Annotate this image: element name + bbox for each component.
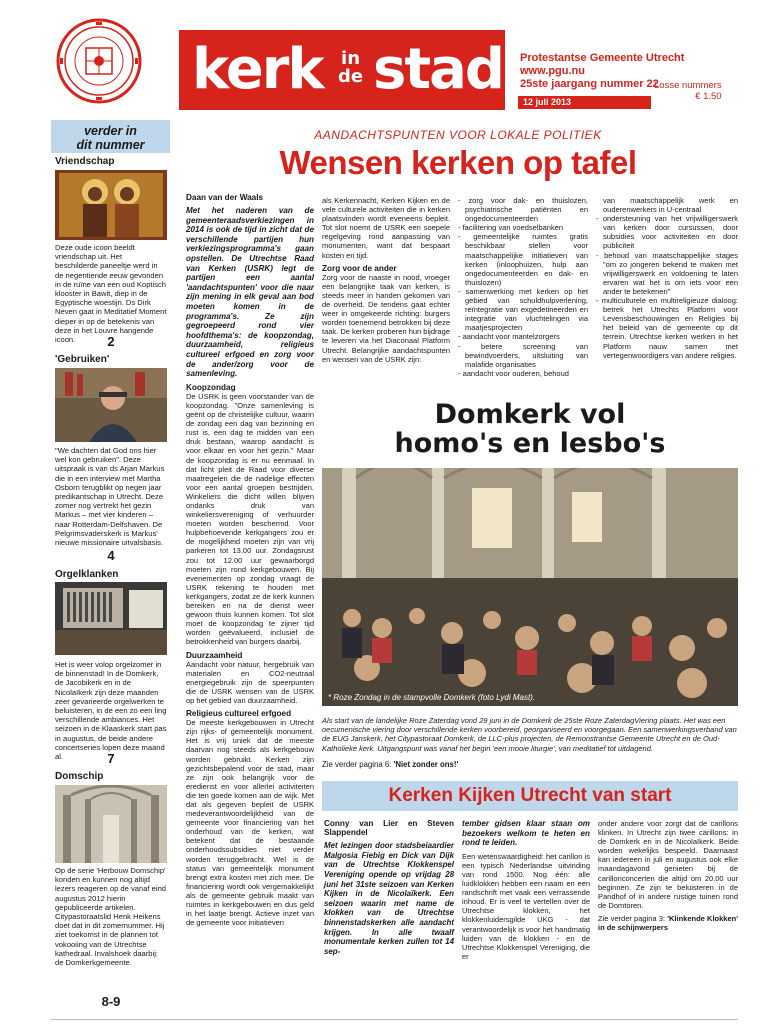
- publisher: Protestantse Gemeente Utrecht: [520, 52, 685, 64]
- ref-link[interactable]: 'Niet zonder ons!': [393, 760, 459, 769]
- page-bottom-rule: [51, 1019, 738, 1020]
- article-column-1: [186, 193, 314, 1013]
- masthead-de: de: [338, 66, 364, 87]
- sidebar-item-title[interactable]: Orgelklanken: [55, 569, 119, 580]
- list-item: - zorg voor dak- en thuislozen, psychiatrische patiënten en ongedocumenteerden: [458, 196, 588, 223]
- sidebar-item-title[interactable]: 'Gebruiken': [55, 354, 110, 365]
- kk-continue-ref: [598, 914, 738, 932]
- kk-column-1: [324, 819, 454, 1015]
- price-value: € 1.50: [695, 91, 722, 102]
- section-text: Een wetenswaardigheid: het carillon is een typisch Nederlandse uitvinding van rond 1500. Nog één: alle luidklokken hebben een naam en een randschrift met vaak een verrassende inhoud. Er is veel te vertellen over de Utrechtse klokken, het klokkenluidersgilde UKG - dat verantwoordelijk is voor het handmatig luiden van de klokken - en de Utrechtse Klokkenspel Vereniging, die er: [462, 851, 590, 961]
- kerkenkijken-headline[interactable]: Kerken Kijken Utrecht van start: [388, 785, 672, 806]
- list-item: - behoud van maatschappelijke stages "om zo jongeren bekend te maken met vrijwilligerswerk en voldoening te laten ervaren wat het is om iets voor een ander te betekenen": [596, 251, 738, 296]
- headline-line: Domkerk vol: [434, 399, 626, 430]
- icon-image: [55, 170, 167, 240]
- section-heading: Duurzaamheid: [186, 650, 243, 660]
- sidebar-header-line2: dit nummer: [76, 138, 145, 152]
- section-text: De meeste kerkgebouwen in Utrecht zijn rijks- of gemeentelijk monument. Het is vrij uniek dat de meeste daarvan nog steeds als kerkgebouw worden gebruikt. Kerken zijn gezichtsbepalend voor de stad, maar ze zijn ook belangrijk voor de eredienst en voor allerlei activiteiten die ten goede komen aan de wijk. Met dat als gegeven bepleit de USRK medeverantwoordelijkheid van de gemeente voor financiering van het onderhoud van de kerken, wat betekent dat de bestaande onderhoudssubsidies niet verder worden teruggebracht. Wel is de status van gemeentelijk monument brengt extra kosten met zich mee. De financiering wordt ook vergemakkelijkt als de gemeente gebruik maakt van ruimtes in kerkgebouwen en dus geld in het laatje brengt. Actieve inzet van de gemeente voor initiatieven: [186, 718, 314, 928]
- article-column-2: [322, 196, 450, 396]
- ref-prefix: Zie verder pagina 6:: [322, 760, 394, 769]
- section-heading: Religieus cultureel erfgoed: [186, 709, 292, 719]
- masthead: [0, 0, 770, 113]
- article-lead: tember gidsen klaar staan om bezoekers welkom te heten en rond te leiden.: [462, 819, 590, 848]
- section-text: De USRK is geen voorstander van de koopzondag. "Onze samenleving is geënt op de christelijke cultuur, waarin de zondag een dag van bezinning en rust is, een dag te midden van een druk bestaan, waarop aandacht is voor elkaar en voor het gezin." Maar de koopzondag is er nu eenmaal. In dat licht pleit de Raad voor diverse maatregelen die de nadelige effecten voor een aantal groepen bestrijden. Winkeliers die dicht willen blijven ondanks druk van winkeliersvereniging of verhuurder moeten worden beschermd. Voor hulpbehoevende kerkgangers zou er de mogelijkheid moeten zijn van vrij parkeren tot 13.00 uur. Zondagsrust zou tot 12.00 uur gewaarborgd moeten zijn rond kerkgebouwen. Bij evenementen op zondag vraagt de USRK rekening te houden met kerkgangers, zodat ze de kerk kunnen bereiken en na de dienst weer gewoon thuis kunnen komen. Tot slot moet de koopzondag te zijner tijd worden geëvalueerd, inclusief de betrokkenheid van burgers daarbij.: [186, 391, 314, 647]
- list-item: - aandacht voor mantelzorgers: [458, 332, 588, 341]
- organ-photo: [55, 582, 167, 655]
- article-byline: Daan van der Waals: [186, 193, 264, 202]
- price-label: Losse nummers: [654, 80, 722, 91]
- website-link[interactable]: www.pgu.nu: [520, 65, 585, 77]
- wishes-list: [596, 214, 738, 360]
- list-item: - ondersteuning van het vrijwilligerswerk van kerken door cursussen, door subsidies voor activiteiten en door publiciteit: [596, 214, 738, 250]
- sidebar-header: [51, 120, 170, 153]
- article-lead: Met lezingen door stadsbeiaardier Malgosia Fiebig en Dick van Dijk van de Utrechtse Klokkenspel Vereniging opende op vrijdag 28 juni het 31ste seizoen van Kerken Kijken in de Nicolaïkerk. Een seizoen waarin met name de klokken van de Utrechtse binnenstadskerken alle aandacht krijgen. In alle twaalf monumentale kerken zullen tot 14 sep-: [324, 841, 454, 956]
- masthead-title-kerk: kerk: [192, 37, 323, 102]
- domkerk-headline[interactable]: [322, 400, 738, 458]
- sidebar-item-page[interactable]: 4: [107, 548, 115, 563]
- seal-logo-icon: [56, 18, 142, 104]
- sidebar-item-text: Deze oude icoon beeldt vriendschap uit. Het beschilderde paneeltje werd in de negentiende eeuw gevonden in de ruïne van een oud Koptisch klooster in Bawit, diep in de Egyptische woestijn. Ds Dirk Neven gaat in Meditatief Moment dieper in op de betekenis van deze in het Louvre hangende icoon.: [55, 243, 167, 345]
- sidebar-item-page[interactable]: 2: [107, 334, 115, 349]
- article-headline[interactable]: Wensen kerken op tafel: [279, 144, 637, 181]
- photo-caption: * Roze Zondag in de stampvolle Domkerk (foto Lydi Mast).: [328, 693, 536, 702]
- sidebar-item-text: "We dachten dat God ons hier wel kon gebruiken". Deze uitspraak is van ds Arjan Markus die in een interview met Martha Osborn terugblikt op negen jaar predikantschap in Utrecht. Deze zomer nog vertrekt het gezin Markus – met vier kinderen – naar Rotterdam-Delfshaven. De Pelgrimsvaderskerk is Markus' nieuwe missionaire uitvalsbasis.: [55, 446, 165, 548]
- sidebar-item-page[interactable]: 8-9: [101, 994, 121, 1009]
- section-text: Zorg voor de naaste in nood, vroeger een belangrijke taak van kerken, is steeds meer in handen gekomen van de overheid. De tendens gaat echter weer in omgekeerde richting: burgers worden toenemend betrokken bij deze taak. De kerken proberen hun bijdrage te leveren via het Diaconaal Platform Utrecht. Belangrijke aandachtspunten en wensen van de USRK zijn:: [322, 272, 450, 364]
- section-text: van maatschappelijk werk en ouderenwerkers in U-centraal: [603, 196, 738, 215]
- domkerk-continue-ref: [322, 760, 458, 769]
- price-info: [654, 80, 722, 102]
- article-lead: Met het naderen van de gemeenteraadsverkiezingen in 2014 is ook de tijd in zicht dat de verschillende partijen hun verkiezingsprogramma's gaan opstellen. De Utrechtse Raad van Kerken (USRK) legt de partijen een aantal 'aandachtspunten' voor die naar zijn mening in elk geval aan bod moeten komen in de programma's. Ze zijn gegroepeerd rond vier hoofdthema's: de koopzondag, duurzaamheid, religieus cultureel erfgoed en zorg voor de ander/zorg voor de samenleving.: [186, 206, 314, 379]
- sidebar-item-page[interactable]: 7: [107, 751, 115, 766]
- sidebar-header-line1: verder in: [84, 124, 137, 138]
- wishes-list: [458, 196, 588, 378]
- issue-date: 12 juli 2013: [518, 96, 651, 109]
- masthead-title-stad: stad: [373, 37, 503, 102]
- list-item: - facilitering van voedselbanken: [458, 223, 588, 232]
- section-text: als Kerkennacht, Kerken Kijken en de vele culturele activiteiten die in kerken plaatsvinden wordt eveneens bepleit. Tot slot noemt de USRK een soepele regelgeving rond aanpassing van monumenten, want dat bespaart kosten en tijd.: [322, 196, 450, 260]
- article-kicker: AANDACHTSPUNTEN VOOR LOKALE POLITIEK: [314, 128, 602, 142]
- list-item: - aandacht voor ouderen, behoud: [458, 369, 588, 378]
- sidebar-item-text: Het is weer volop orgelzomer in de binnenstad! In de Domkerk, de Jacobikerk en in de Nicolaïkerk zijn deze maanden zeer gevarieerde orgelwerken te beluisteren, in de een zo een ling verschillende ambiances. Het seizoen in de Klaaskerk start pas in augustus, de beide andere concertseries lopen deze maand al.: [55, 660, 167, 762]
- article-byline: Conny van Lier en Steven Slappendel: [324, 819, 454, 838]
- headline-line: homo's en lesbo's: [394, 428, 666, 459]
- list-item: - multiculturele en multireligieuze dialoog: betrek het Utrechts Platform voor Levensbeschouwingen en Religies bij het beleid van de gemeente op dit terrein. Utrechtse kerken werken in het Platform nauw samen met vertegenwoordigers van andere religies.: [596, 296, 738, 360]
- domkerk-congregation-photo: [322, 468, 738, 706]
- section-heading: Zorg voor de ander: [322, 263, 397, 273]
- issue-number: 25ste jaargang nummer 22: [520, 78, 659, 90]
- section-text: onder andere voor zorgt dat de carillons klinken. In Utrecht zijn twee carillons: in de Domkerk en in de Nicolaïkerk. Beide worden wekelijks bespeeld. Daarnaast kan iedereen in juli en augustus ook elke maandagavond genieten bij de carillonconcerten die altijd om 20.00 uur beginnen. Ze zijn te beluisteren in de Pandhof of in andere rustige tuinen rond de Domtoren.: [598, 819, 738, 910]
- article-column-3: [458, 196, 588, 396]
- domkerk-caption: Als start van de landelijke Roze Zaterdag vond 29 juni in de Domkerk de 25ste Roze ZaterdagViering plaats. Het was een oecumenische viering door verschillende kerken voorbereid, georganiseerd en voorgegaan. Een samenwerkingsverband van de EUG Janskerk, het Citypastoraat Domkerk, de LLC-plus projecten, de Remonstrantse Gemeente Utrecht en de Oud-Katholieke kerk. Uitgangspunt was vanaf het begin 'een mooie liturgie', van meditatief tot uitdagend.: [322, 716, 737, 753]
- portrait-photo: [55, 368, 167, 442]
- kk-column-3: [598, 819, 738, 1015]
- sidebar-item-title[interactable]: Domschip: [55, 771, 104, 782]
- sidebar-item-text: Op de serie 'Herbouw Domschip' konden en kunnen nog altijd lezers reageren op de vanaf eind augustus 2012 hierin gepubliceerde artikelen. Citypastoraatslid Henk Heikens doet dat in dit zomernummer. Hij ziet toekomst in de plannen tot vokooiing van de Utrechtse kathedraal. Invalshoek daarbij: de Domkerkgemeente.: [55, 866, 167, 968]
- section-heading: Koopzondag: [186, 382, 236, 392]
- list-item: - gemeentelijke ruimtes gratis beschikbaar stellen voor maatschappelijke initiatieven van kerken (inloophuizen, hulp aan ongedocumenteerden en dak- en thuislozen): [458, 232, 588, 287]
- list-item: - betere screening van bewindvoerders, uitsluiting van malafide organisaties: [458, 342, 588, 369]
- masthead-in: in: [341, 48, 361, 69]
- list-item: - samenwerking met kerken op het gebied van schuldhulpverlening, reïntegratie van exgedetineerden en integratie van vluchtelingen via maatjesprojecten: [458, 287, 588, 332]
- sidebar-item-title[interactable]: Vriendschap: [55, 156, 115, 167]
- ref-prefix: Zie verder pagina 3:: [598, 913, 668, 923]
- ref-link[interactable]: 'Klinkende Klokken' in de schijnwerpers: [598, 913, 738, 933]
- cathedral-nave-photo: [55, 785, 167, 863]
- article-column-4: [596, 196, 738, 396]
- masthead-title-inde: [338, 50, 363, 86]
- section-text: Aandacht voor natuur, hergebruik van materialen en CO2-neutraal energiegebruik zijn de speerpunten die de USRK wensen van de USRK op het gebied van duurzaamheid.: [186, 659, 314, 705]
- kk-column-2: [462, 819, 590, 1015]
